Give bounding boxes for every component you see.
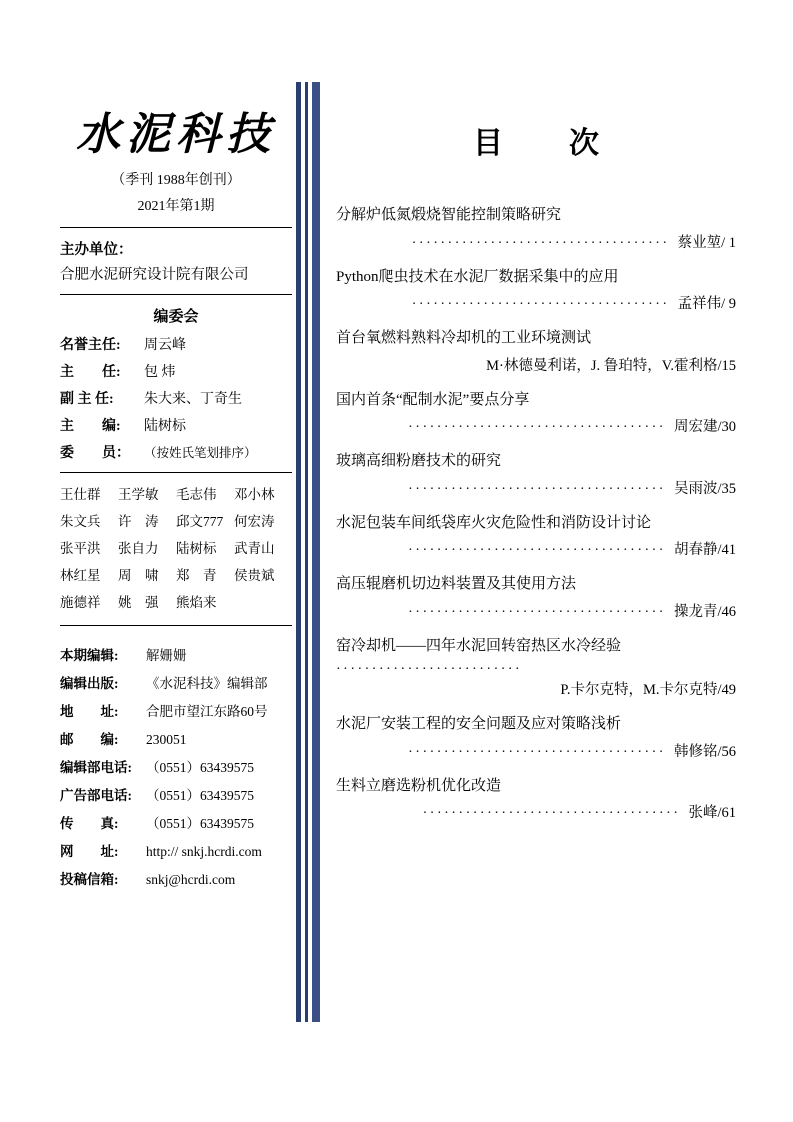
toc-entry-page: 9 [728, 296, 736, 312]
contact-row [60, 644, 292, 664]
toc-entry[interactable] [336, 389, 736, 437]
contact-row [60, 812, 292, 832]
toc-entry-title: 窑冷却机——四年水泥回转窑热区水冷经验 [336, 637, 622, 654]
contact-row [60, 700, 292, 720]
toc-entry-author: 胡春静 [673, 542, 718, 558]
editorial-board-title: 编委会 [153, 308, 199, 325]
divider-bar-left [296, 82, 301, 1022]
toc-entry-author: 孟祥伟 [677, 296, 722, 312]
board-role-row [60, 388, 292, 408]
contact-value: （0551）63439575 [146, 759, 254, 775]
board-member: 武青山 [234, 540, 275, 556]
toc-leader-dots: ···································· [411, 297, 670, 312]
toc-entry-title: 分解炉低氮煅烧智能控制策略研究 [336, 207, 562, 223]
board-role-row [60, 334, 292, 354]
board-member-row [60, 510, 292, 530]
sponsor-name: 合肥水泥研究设计院有限公司 [60, 266, 249, 283]
board-member: 陆树标 [176, 540, 217, 556]
contact-label: 投稿信箱: [60, 871, 119, 887]
contact-row [60, 868, 292, 888]
contact-row [60, 756, 292, 776]
toc-entry-title: Python爬虫技术在水泥厂数据采集中的应用 [336, 268, 619, 285]
toc-entry-title: 生料立磨选粉机优化改造 [336, 777, 502, 794]
toc-entry[interactable] [336, 327, 736, 375]
contact-label: 编辑出版: [60, 675, 119, 691]
toc-leader-dots: ···································· [408, 604, 666, 620]
toc-entry[interactable] [336, 204, 736, 252]
toc-leader-dots: ·························· [336, 662, 523, 677]
board-member: 邓小林 [234, 486, 275, 502]
board-member: 姚 强 [118, 594, 159, 610]
divider-line-3 [60, 472, 292, 473]
contact-row [60, 784, 292, 804]
board-role-value: 周云峰 [144, 337, 186, 353]
contact-label: 广告部电话: [60, 787, 132, 803]
divider-line-2 [60, 294, 292, 295]
contact-row [60, 840, 292, 860]
toc-entry[interactable] [336, 450, 736, 498]
board-member-empty [234, 591, 292, 611]
contact-label: 传 真: [60, 815, 119, 831]
board-member: 王学敏 [118, 486, 159, 502]
sponsor-label: 主办单位： [60, 241, 133, 258]
toc-entry[interactable] [336, 266, 736, 314]
toc-entry-meta: ···································· 操龙青/46 [408, 603, 736, 620]
toc-entry[interactable] [336, 512, 736, 560]
contact-value: 《水泥科技》编辑部 [146, 675, 268, 691]
divider-bar-right [312, 82, 320, 1022]
toc-entry-author: 吴雨波 [673, 480, 718, 497]
toc-entry-meta: P.卡尔克特，M.卡尔克特/49 [560, 682, 736, 698]
contact-value: 合肥市望江东路60号 [146, 703, 268, 719]
toc-entry-title: 水泥包装车间纸袋库火灾危险性和消防设计讨论 [336, 514, 652, 531]
board-members-label: 委 员： [60, 445, 130, 461]
toc-entry-title: 首台氧燃料熟料冷却机的工业环境测试 [336, 330, 592, 346]
contact-row [60, 728, 292, 748]
toc-entry-title: 高压辊磨机切边料装置及其使用方法 [336, 576, 577, 592]
contact-label: 邮 编: [60, 731, 119, 747]
toc-title: 目 次 [473, 127, 617, 160]
contact-value: （0551）63439575 [146, 787, 254, 803]
journal-issue: 2021年第1期 [137, 198, 215, 214]
board-member: 朱文兵 [60, 513, 101, 529]
toc-entry-meta: ···································· 周宏建/30 [408, 419, 736, 435]
board-role-label: 副 主 任: [60, 391, 114, 407]
divider-line-4 [60, 625, 292, 626]
toc-leader-dots: ···································· [408, 543, 666, 558]
contact-value: 230051 [146, 731, 187, 747]
contact-label: 网 址: [60, 843, 119, 859]
toc-entry-author: 蔡业堃 [677, 234, 722, 251]
board-role-value: 朱大来、丁奇生 [144, 391, 242, 407]
board-member: 许 涛 [118, 513, 159, 529]
toc-entry-meta: ···································· 蔡业堃/ 1 [411, 234, 736, 251]
toc-entry-page: 35 [721, 480, 736, 497]
journal-info-column [60, 110, 292, 896]
toc-entry-title: 玻璃高细粉磨技术的研究 [336, 453, 502, 469]
toc-entry-meta: ···································· 吴雨波/35 [408, 480, 736, 497]
board-member: 张自力 [118, 540, 159, 556]
board-member: 邱文777 [176, 513, 224, 529]
board-role-value: 陆树标 [144, 418, 186, 434]
board-member: 侯贵斌 [234, 567, 275, 583]
toc-leader-row [336, 661, 736, 678]
toc-entry-author: 周宏建 [673, 419, 718, 435]
board-member: 林红星 [60, 567, 101, 583]
toc-leader-dots: ···································· [408, 481, 666, 497]
toc-entry-page: 30 [721, 419, 736, 435]
toc-entry-page: 49 [721, 682, 736, 698]
board-member: 何宏涛 [234, 513, 275, 529]
toc-entry-page: 41 [721, 542, 736, 558]
toc-entry-author: 韩修铭 [673, 743, 718, 760]
toc-entry-page: 56 [721, 743, 736, 760]
contact-label: 本期编辑: [60, 647, 119, 663]
board-member: 施德祥 [60, 594, 101, 610]
board-members-note: （按姓氏笔划排序） [144, 445, 257, 460]
journal-masthead: 水泥科技 [76, 110, 276, 159]
toc-entry-meta: ···································· 韩修铭/56 [408, 743, 736, 760]
toc-leader-dots: ···································· [408, 744, 666, 760]
contact-value: （0551）63439575 [146, 815, 254, 831]
toc-leader-dots: ···································· [422, 806, 681, 821]
toc-entry-meta: M·林德曼利诺，J. 鲁珀特，V.霍利格/15 [486, 357, 736, 374]
toc-entry[interactable] [336, 573, 736, 621]
toc-entry-page: 1 [728, 234, 736, 251]
board-role-label: 名誉主任: [60, 337, 121, 353]
divider-bar-middle [305, 82, 308, 1022]
board-role-label: 主 编: [60, 418, 121, 434]
toc-entry-author: 操龙青 [673, 603, 718, 620]
toc-entry[interactable] [336, 635, 736, 700]
board-member: 毛志伟 [176, 486, 217, 502]
journal-periodicity: （季刊 1988年创刊） [111, 172, 241, 188]
toc-entry-title: 水泥厂安装工程的安全问题及应对策略浅析 [336, 716, 622, 732]
contact-label: 编辑部电话: [60, 759, 132, 775]
toc-entry-author: M·林德曼利诺，J. 鲁珀特，V.霍利格 [486, 357, 718, 374]
contact-row [60, 672, 292, 692]
board-role-row [60, 415, 292, 435]
board-member-row [60, 483, 292, 503]
contact-value: 解姗姗 [146, 647, 187, 663]
toc-entry-meta: ···································· 张峰/61 [422, 805, 736, 821]
website-url[interactable]: http:// snkj.hcrdi.com [146, 843, 262, 859]
toc-entry[interactable] [336, 713, 736, 761]
toc-leader-dots: ···································· [408, 420, 666, 435]
submission-email[interactable]: snkj@hcrdi.com [146, 871, 236, 887]
toc-entry-title: 国内首条“配制水泥”要点分享 [336, 391, 530, 408]
board-role-row [60, 361, 292, 381]
toc-entry-page: 61 [721, 805, 736, 821]
board-members-header [60, 442, 292, 462]
board-role-value: 包 炜 [144, 364, 176, 380]
toc-leader-dots: ···································· [411, 235, 670, 251]
toc-entry-page: 46 [721, 603, 736, 620]
board-member: 张平洪 [60, 540, 101, 556]
board-member-row [60, 564, 292, 584]
toc-entry-author: 张峰 [688, 805, 718, 821]
board-member: 周 啸 [118, 567, 159, 583]
divider-line-1 [60, 227, 292, 228]
board-member: 王仕群 [60, 486, 101, 502]
toc-entry-author: P.卡尔克特，M.卡尔克特 [560, 682, 718, 698]
board-member-row [60, 537, 292, 557]
toc-entry-meta: ···································· 胡春静/41 [408, 542, 736, 558]
toc-entry-meta: ···································· 孟祥伟/ 9 [411, 296, 736, 312]
board-member-row [60, 591, 292, 611]
table-of-contents [336, 118, 736, 836]
board-member: 熊焰来 [176, 594, 217, 610]
board-member: 郑 青 [176, 567, 217, 583]
board-role-label: 主 任: [60, 364, 121, 380]
toc-entry-page: 15 [721, 357, 736, 374]
contact-label: 地 址: [60, 703, 119, 719]
toc-entry[interactable] [336, 775, 736, 823]
